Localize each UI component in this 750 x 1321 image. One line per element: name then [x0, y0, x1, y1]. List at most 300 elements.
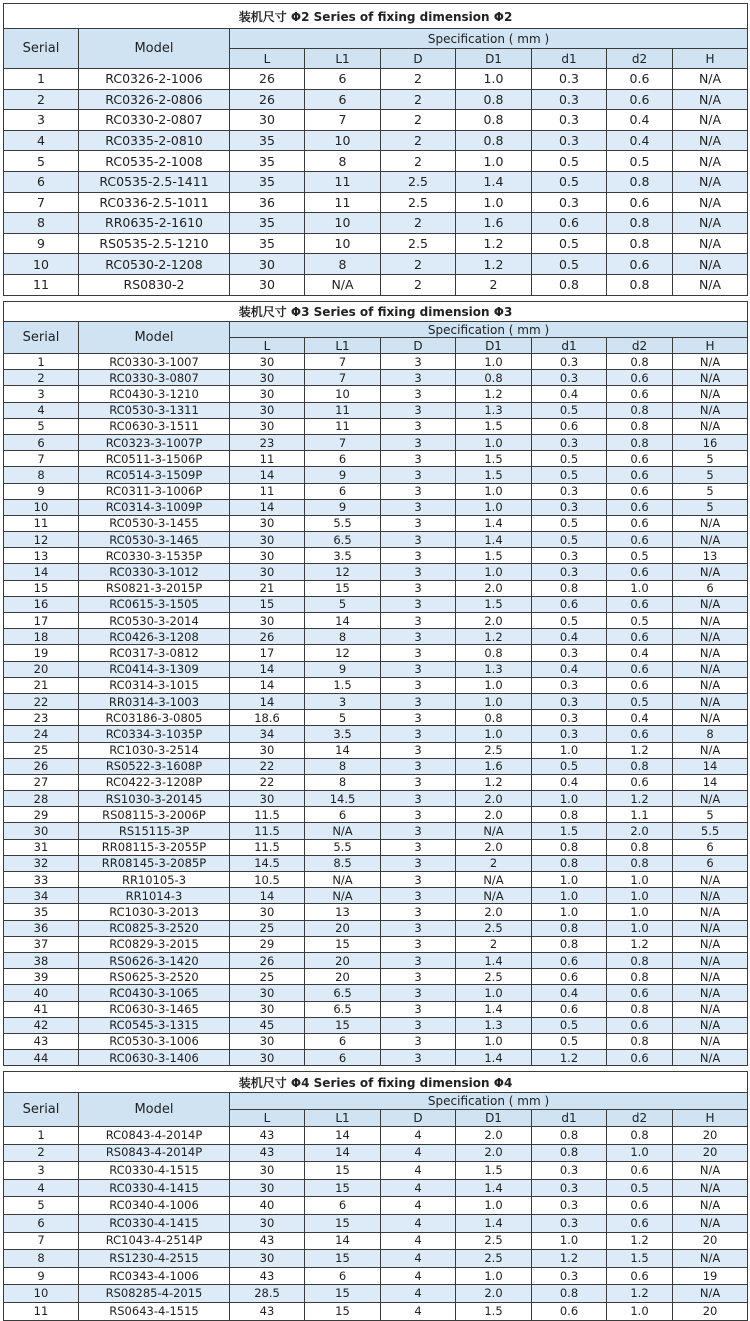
cell-l1: 6	[305, 69, 381, 90]
cell-d: 2	[381, 213, 456, 234]
cell-serial: 16	[4, 596, 79, 612]
cell-model: RR10105-3	[79, 872, 230, 888]
cell-l: 30	[230, 254, 305, 275]
cell-model: RC0311-3-1006P	[79, 483, 230, 499]
table-row	[4, 1033, 748, 1049]
col-d1-upper-header: D1	[456, 49, 532, 69]
cell-l1: 10	[305, 386, 381, 402]
cell-h: N/A	[673, 515, 748, 531]
cell-d2: 1.2	[607, 1232, 673, 1250]
cell-d1-upper: 2	[456, 274, 532, 295]
cell-d: 3	[381, 855, 456, 871]
cell-d1-upper: 2.5	[456, 1250, 532, 1268]
cell-l1: 6.5	[305, 985, 381, 1001]
cell-h: N/A	[673, 1001, 748, 1017]
cell-d: 3	[381, 774, 456, 790]
cell-d: 4	[381, 1250, 456, 1268]
cell-l: 11.5	[230, 839, 305, 855]
cell-d1-upper: 1.6	[456, 213, 532, 234]
cell-d2: 0.6	[607, 483, 673, 499]
table-row	[4, 1214, 748, 1232]
cell-d2: 0.6	[607, 467, 673, 483]
cell-model: RC0545-3-1315	[79, 1017, 230, 1033]
cell-h: N/A	[673, 354, 748, 370]
table-row	[4, 629, 748, 645]
table-title: 装机尺寸 Φ2 Series of fixing dimension Φ2	[4, 4, 748, 29]
cell-l: 30	[230, 386, 305, 402]
cell-h: 5.5	[673, 823, 748, 839]
cell-d: 4	[381, 1144, 456, 1162]
cell-h: N/A	[673, 564, 748, 580]
cell-d1-upper: 2.5	[456, 920, 532, 936]
cell-d2: 0.5	[607, 613, 673, 629]
cell-d1-upper: 0.8	[456, 110, 532, 131]
table-row	[4, 386, 748, 402]
cell-h: N/A	[673, 904, 748, 920]
cell-l1: 12	[305, 564, 381, 580]
table-row	[4, 1285, 748, 1303]
cell-model: RC0514-3-1509P	[79, 467, 230, 483]
cell-l1: 15	[305, 1285, 381, 1303]
cell-h: N/A	[673, 213, 748, 234]
table-row	[4, 693, 748, 709]
table-row	[4, 1267, 748, 1285]
cell-model: RC0343-4-1006	[79, 1267, 230, 1285]
table-row	[4, 985, 748, 1001]
table-row	[4, 1127, 748, 1145]
cell-model: RC0330-4-1415	[79, 1179, 230, 1197]
cell-l1: 15	[305, 1162, 381, 1180]
col-d1-header: d1	[532, 338, 607, 354]
cell-d1: 0.3	[532, 434, 607, 450]
cell-model: RC0422-3-1208P	[79, 774, 230, 790]
cell-serial: 30	[4, 823, 79, 839]
cell-h: N/A	[673, 872, 748, 888]
cell-model: RC0630-3-1406	[79, 1050, 230, 1066]
cell-d: 3	[381, 629, 456, 645]
cell-model: RC0323-3-1007P	[79, 434, 230, 450]
cell-l1: 14	[305, 1232, 381, 1250]
cell-d: 4	[381, 1127, 456, 1145]
cell-h: N/A	[673, 1050, 748, 1066]
table-row	[4, 596, 748, 612]
cell-d2: 0.8	[607, 233, 673, 254]
cell-serial: 43	[4, 1033, 79, 1049]
cell-d: 2	[381, 151, 456, 172]
cell-d2: 0.8	[607, 969, 673, 985]
cell-model: RR1014-3	[79, 888, 230, 904]
cell-h: N/A	[673, 370, 748, 386]
cell-d: 4	[381, 1267, 456, 1285]
cell-l1: 8	[305, 774, 381, 790]
cell-model: RC0843-4-2014P	[79, 1127, 230, 1145]
cell-serial: 5	[4, 1197, 79, 1215]
cell-l: 21	[230, 580, 305, 596]
cell-l1: 8	[305, 758, 381, 774]
cell-d: 2	[381, 274, 456, 295]
cell-l1: 5.5	[305, 515, 381, 531]
cell-l: 25	[230, 920, 305, 936]
cell-d1: 0.4	[532, 774, 607, 790]
cell-d1-upper: 1.5	[456, 467, 532, 483]
cell-d: 3	[381, 936, 456, 952]
cell-l1: 8	[305, 629, 381, 645]
cell-d2: 0.6	[607, 564, 673, 580]
cell-d: 4	[381, 1162, 456, 1180]
cell-l: 43	[230, 1127, 305, 1145]
cell-l: 43	[230, 1302, 305, 1320]
col-d2-header: d2	[607, 338, 673, 354]
cell-d1: 0.4	[532, 661, 607, 677]
cell-l: 30	[230, 1179, 305, 1197]
cell-d1: 0.3	[532, 499, 607, 515]
table-row	[4, 677, 748, 693]
cell-d2: 1.0	[607, 1144, 673, 1162]
table-row	[4, 839, 748, 855]
cell-d1-upper: 2.0	[456, 791, 532, 807]
serial-header: Serial	[4, 29, 79, 69]
table-row	[4, 645, 748, 661]
cell-d2: 0.8	[607, 213, 673, 234]
cell-h: N/A	[673, 985, 748, 1001]
cell-d1: 0.8	[532, 274, 607, 295]
cell-h: N/A	[673, 151, 748, 172]
cell-d2: 1.2	[607, 791, 673, 807]
cell-model: RC0511-3-1506P	[79, 451, 230, 467]
cell-l1: 5	[305, 710, 381, 726]
cell-l1: N/A	[305, 823, 381, 839]
cell-h: 5	[673, 451, 748, 467]
cell-serial: 29	[4, 807, 79, 823]
col-h-header: H	[673, 49, 748, 69]
cell-h: N/A	[673, 1017, 748, 1033]
cell-l: 35	[230, 213, 305, 234]
cell-d1: 0.5	[532, 254, 607, 275]
cell-serial: 9	[4, 233, 79, 254]
cell-d1-upper: 1.4	[456, 952, 532, 968]
cell-d: 3	[381, 532, 456, 548]
cell-d1-upper: 1.2	[456, 233, 532, 254]
cell-l: 10.5	[230, 872, 305, 888]
cell-serial: 9	[4, 1267, 79, 1285]
cell-serial: 2	[4, 370, 79, 386]
cell-d2: 0.6	[607, 499, 673, 515]
cell-d1-upper: 0.8	[456, 89, 532, 110]
cell-h: N/A	[673, 1285, 748, 1303]
cell-l1: 1.5	[305, 677, 381, 693]
cell-h: N/A	[673, 1214, 748, 1232]
cell-serial: 8	[4, 1250, 79, 1268]
table-row	[4, 483, 748, 499]
table-row	[4, 1250, 748, 1268]
cell-d1-upper: 1.2	[456, 254, 532, 275]
cell-d: 2	[381, 254, 456, 275]
cell-l: 14	[230, 499, 305, 515]
cell-d1-upper: 1.4	[456, 1179, 532, 1197]
cell-d2: 1.0	[607, 904, 673, 920]
cell-model: RC0426-3-1208	[79, 629, 230, 645]
cell-serial: 11	[4, 274, 79, 295]
cell-serial: 20	[4, 661, 79, 677]
cell-l: 30	[230, 274, 305, 295]
cell-l: 11.5	[230, 807, 305, 823]
cell-d1: 0.3	[532, 1214, 607, 1232]
cell-model: RC0340-4-1006	[79, 1197, 230, 1215]
table-row	[4, 758, 748, 774]
table-row	[4, 89, 748, 110]
cell-l1: 11	[305, 192, 381, 213]
cell-d2: 0.4	[607, 710, 673, 726]
cell-d2: 0.6	[607, 985, 673, 1001]
cell-h: 6	[673, 839, 748, 855]
cell-l1: 5.5	[305, 839, 381, 855]
cell-model: RC0530-3-1465	[79, 532, 230, 548]
cell-serial: 14	[4, 564, 79, 580]
cell-serial: 3	[4, 386, 79, 402]
cell-l1: 14	[305, 1144, 381, 1162]
cell-d2: 1.2	[607, 742, 673, 758]
table-body	[4, 69, 748, 296]
cell-d2: 0.6	[607, 69, 673, 90]
cell-model: RR08115-3-2055P	[79, 839, 230, 855]
cell-d1-upper: 1.5	[456, 1302, 532, 1320]
cell-d2: 0.8	[607, 434, 673, 450]
cell-d: 3	[381, 483, 456, 499]
cell-d1-upper: 1.4	[456, 1214, 532, 1232]
cell-d: 3	[381, 499, 456, 515]
col-d1-header: d1	[532, 1110, 607, 1127]
cell-l1: 14.5	[305, 791, 381, 807]
table-row	[4, 613, 748, 629]
cell-model: RC0330-3-1535P	[79, 548, 230, 564]
cell-d: 3	[381, 613, 456, 629]
cell-model: RC0825-3-2520	[79, 920, 230, 936]
cell-l1: 14	[305, 742, 381, 758]
cell-h: N/A	[673, 254, 748, 275]
cell-d1: 1.5	[532, 823, 607, 839]
cell-l: 26	[230, 629, 305, 645]
cell-model: RS0643-4-1515	[79, 1302, 230, 1320]
cell-d1: 0.6	[532, 1001, 607, 1017]
col-d1-upper-header: D1	[456, 1110, 532, 1127]
cell-h: N/A	[673, 920, 748, 936]
cell-model: RC0630-3-1465	[79, 1001, 230, 1017]
cell-d1-upper: 1.4	[456, 171, 532, 192]
cell-h: N/A	[673, 171, 748, 192]
cell-l1: 6	[305, 807, 381, 823]
cell-model: RC0330-4-1415	[79, 1214, 230, 1232]
cell-l: 30	[230, 742, 305, 758]
cell-l1: 15	[305, 1017, 381, 1033]
cell-d: 3	[381, 418, 456, 434]
cell-model: RC0335-2-0810	[79, 130, 230, 151]
table-row	[4, 515, 748, 531]
cell-serial: 36	[4, 920, 79, 936]
cell-d1: 0.5	[532, 171, 607, 192]
cell-d2: 2.0	[607, 823, 673, 839]
cell-serial: 3	[4, 1162, 79, 1180]
table-row	[4, 888, 748, 904]
cell-d2: 0.6	[607, 192, 673, 213]
cell-d2: 0.4	[607, 130, 673, 151]
cell-l1: 7	[305, 110, 381, 131]
cell-d: 3	[381, 451, 456, 467]
cell-d2: 0.6	[607, 254, 673, 275]
cell-l: 30	[230, 985, 305, 1001]
cell-d2: 1.2	[607, 936, 673, 952]
cell-model: RC0334-3-1035P	[79, 726, 230, 742]
cell-d: 3	[381, 645, 456, 661]
cell-h: 20	[673, 1232, 748, 1250]
table-row	[4, 69, 748, 90]
cell-l: 30	[230, 370, 305, 386]
cell-d1: 0.5	[532, 532, 607, 548]
cell-d2: 0.5	[607, 151, 673, 172]
cell-l1: 7	[305, 354, 381, 370]
cell-l: 11	[230, 451, 305, 467]
cell-d1-upper: 1.2	[456, 629, 532, 645]
table-row	[4, 110, 748, 131]
cell-serial: 15	[4, 580, 79, 596]
cell-d1: 0.8	[532, 1127, 607, 1145]
cell-model: RC0317-3-0812	[79, 645, 230, 661]
cell-d: 3	[381, 952, 456, 968]
col-d2-header: d2	[607, 1110, 673, 1127]
cell-d1-upper: N/A	[456, 823, 532, 839]
table-row	[4, 418, 748, 434]
table-row	[4, 274, 748, 295]
cell-d1-upper: 1.0	[456, 192, 532, 213]
cell-d1: 1.2	[532, 1050, 607, 1066]
cell-l: 30	[230, 402, 305, 418]
cell-l: 35	[230, 130, 305, 151]
cell-serial: 8	[4, 213, 79, 234]
cell-d2: 1.0	[607, 920, 673, 936]
cell-d: 3	[381, 434, 456, 450]
cell-l: 14	[230, 677, 305, 693]
cell-d1-upper: 2.0	[456, 1285, 532, 1303]
cell-l1: 11	[305, 418, 381, 434]
cell-d2: 0.6	[607, 451, 673, 467]
cell-d1: 0.5	[532, 1017, 607, 1033]
cell-serial: 1	[4, 69, 79, 90]
cell-model: RC0530-3-2014	[79, 613, 230, 629]
cell-l: 17	[230, 645, 305, 661]
cell-l: 30	[230, 1050, 305, 1066]
cell-d2: 0.6	[607, 1162, 673, 1180]
cell-d1-upper: 1.3	[456, 402, 532, 418]
cell-d2: 1.0	[607, 580, 673, 596]
cell-model: RC0829-3-2015	[79, 936, 230, 952]
cell-l1: 10	[305, 130, 381, 151]
col-l1-header: L1	[305, 338, 381, 354]
cell-model: RC0330-3-1007	[79, 354, 230, 370]
table-row	[4, 952, 748, 968]
cell-l: 30	[230, 1033, 305, 1049]
cell-serial: 28	[4, 791, 79, 807]
fixing-dimension-table-phi4	[3, 1071, 748, 1321]
cell-l: 43	[230, 1144, 305, 1162]
table-row	[4, 1162, 748, 1180]
cell-d1: 0.5	[532, 451, 607, 467]
serial-header: Serial	[4, 1093, 79, 1127]
table-row	[4, 1144, 748, 1162]
cell-d1: 0.3	[532, 370, 607, 386]
cell-d2: 0.8	[607, 1033, 673, 1049]
cell-serial: 1	[4, 354, 79, 370]
cell-h: N/A	[673, 661, 748, 677]
col-l-header: L	[230, 338, 305, 354]
table-row	[4, 774, 748, 790]
table-row	[4, 661, 748, 677]
cell-d2: 0.6	[607, 386, 673, 402]
cell-l: 34	[230, 726, 305, 742]
cell-d1-upper: 1.6	[456, 758, 532, 774]
cell-serial: 6	[4, 1214, 79, 1232]
cell-d1: 0.5	[532, 151, 607, 172]
cell-h: N/A	[673, 645, 748, 661]
table-row	[4, 151, 748, 172]
cell-d: 2.5	[381, 171, 456, 192]
cell-d2: 0.6	[607, 677, 673, 693]
cell-l: 30	[230, 532, 305, 548]
cell-d1: 0.8	[532, 936, 607, 952]
cell-d2: 0.6	[607, 1050, 673, 1066]
cell-l1: 9	[305, 467, 381, 483]
cell-d1-upper: 1.0	[456, 1197, 532, 1215]
cell-d2: 0.8	[607, 1001, 673, 1017]
cell-h: N/A	[673, 1033, 748, 1049]
cell-d1-upper: 1.0	[456, 985, 532, 1001]
cell-model: RC1030-3-2013	[79, 904, 230, 920]
table-row	[4, 807, 748, 823]
cell-d1: 0.3	[532, 564, 607, 580]
cell-d1: 0.3	[532, 645, 607, 661]
cell-d: 4	[381, 1197, 456, 1215]
cell-d1: 0.4	[532, 629, 607, 645]
cell-d1-upper: 2.0	[456, 580, 532, 596]
cell-h: N/A	[673, 274, 748, 295]
table-row	[4, 233, 748, 254]
cell-d1-upper: 1.4	[456, 1001, 532, 1017]
cell-h: N/A	[673, 192, 748, 213]
cell-model: RC1043-4-2514P	[79, 1232, 230, 1250]
cell-d2: 0.6	[607, 1017, 673, 1033]
cell-l: 30	[230, 1162, 305, 1180]
cell-d1-upper: 2.0	[456, 613, 532, 629]
cell-d1-upper: 1.0	[456, 499, 532, 515]
cell-d: 3	[381, 1017, 456, 1033]
table-row	[4, 213, 748, 234]
cell-d1: 0.6	[532, 213, 607, 234]
table-row	[4, 1050, 748, 1066]
cell-d1: 0.3	[532, 710, 607, 726]
table-row	[4, 726, 748, 742]
cell-d1: 0.8	[532, 920, 607, 936]
col-h-header: H	[673, 338, 748, 354]
cell-d1: 1.0	[532, 742, 607, 758]
table-row	[4, 254, 748, 275]
cell-model: RR08145-3-2085P	[79, 855, 230, 871]
cell-h: N/A	[673, 1197, 748, 1215]
cell-serial: 10	[4, 254, 79, 275]
cell-l: 22	[230, 758, 305, 774]
table-row	[4, 1001, 748, 1017]
cell-h: N/A	[673, 791, 748, 807]
cell-d: 3	[381, 354, 456, 370]
cell-model: RC0530-3-1455	[79, 515, 230, 531]
cell-model: RC0326-2-0806	[79, 89, 230, 110]
